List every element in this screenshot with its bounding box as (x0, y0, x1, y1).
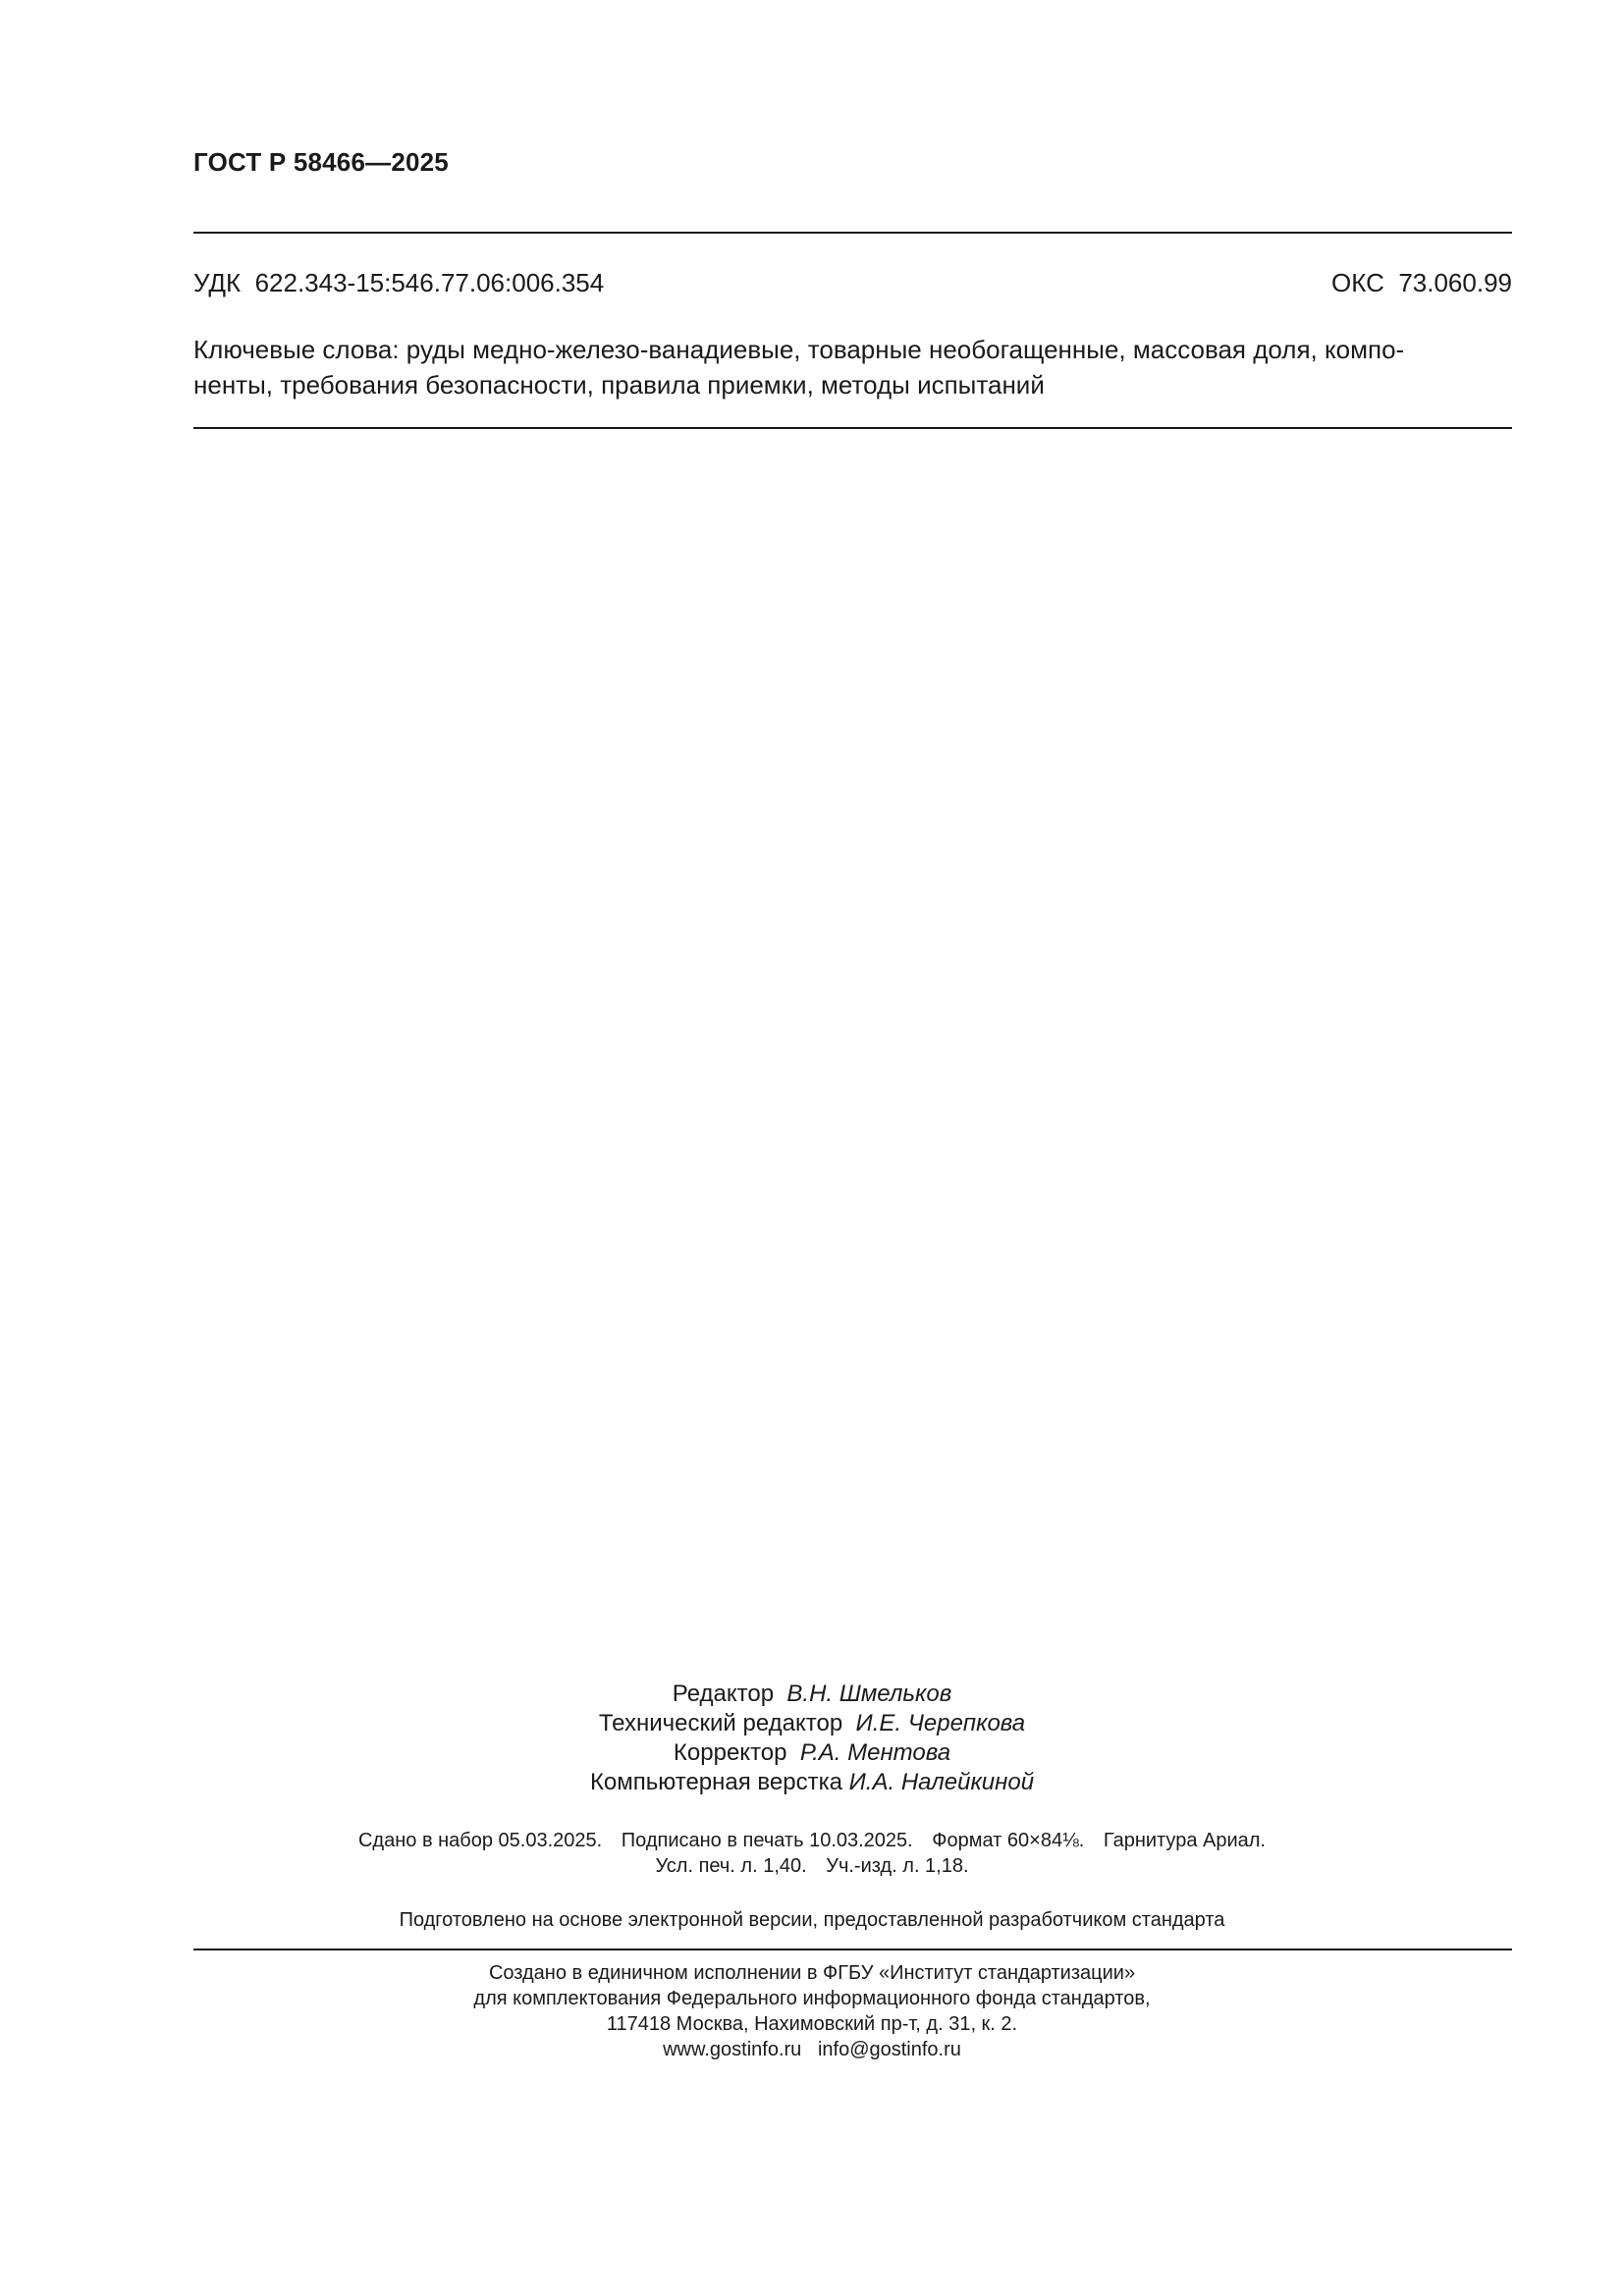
keywords-line-2: ненты, требования безопасности, правила приемки, методы испытаний (193, 370, 1045, 400)
credit-name: Р.А. Ментова (799, 1739, 951, 1766)
publisher-divider (193, 1949, 1512, 1950)
keywords-divider (193, 427, 1512, 429)
credits-block (0, 1680, 1624, 1797)
udk-value: 622.343-15:546.77.06:006.354 (254, 268, 605, 297)
keywords-line-1: Ключевые слова: руды медно-железо-ванадиевые, товарные необогащенные, массовая доля, компо- (193, 335, 1405, 364)
credit-role: Редактор (672, 1681, 775, 1707)
oks-value: 73.060.99 (1398, 268, 1512, 297)
print-info-line-2 (0, 1853, 1624, 1879)
standard-code: ГОСТ Р 58466—2025 (193, 147, 449, 177)
website-link[interactable]: www.gostinfo.ru (663, 2039, 802, 2060)
oks-code (1331, 268, 1512, 298)
credit-name: И.Е. Черепкова (855, 1710, 1026, 1736)
prepared-note: Подготовлено на основе электронной версии, предоставленной разработчиком стандарта (399, 1909, 1225, 1931)
publisher-contacts (0, 2037, 1624, 2062)
credit-proofreader (0, 1738, 1624, 1768)
publisher-address: 117418 Москва, Нахимовский пр-т, д. 31, к. 2. (606, 2013, 1018, 2035)
oks-label: ОКС (1331, 268, 1384, 297)
credit-name: И.А. Налейкиной (848, 1769, 1035, 1795)
credit-name: В.Н. Шмельков (786, 1681, 952, 1707)
paper-format: Формат 60×84⅛. (932, 1830, 1085, 1851)
publisher-line-1: Создано в единичном исполнении в ФГБУ «Институт стандартизации» (488, 1962, 1136, 1984)
credit-technical-editor (0, 1709, 1624, 1738)
submitted-date: Сдано в набор 05.03.2025. (357, 1830, 603, 1851)
email-link[interactable]: info@gostinfo.ru (817, 2039, 961, 2060)
publisher-line-2: для комплектования Федерального информационного фонда стандартов, (473, 1988, 1151, 2009)
top-divider (193, 232, 1512, 234)
udk-label: УДК (193, 268, 242, 297)
signed-date: Подписано в печать 10.03.2025. (621, 1830, 913, 1851)
credit-layout (0, 1768, 1624, 1797)
publisher-info (0, 1960, 1624, 2062)
udk-code (193, 268, 604, 298)
typeface: Гарнитура Ариал. (1103, 1830, 1266, 1851)
printed-sheets: Усл. печ. л. 1,40. (655, 1855, 807, 1877)
credit-role: Технический редактор (598, 1710, 843, 1736)
publisher-sheets: Уч.-изд. л. 1,18. (826, 1855, 969, 1877)
credit-role: Компьютерная верстка (589, 1769, 842, 1795)
credit-editor (0, 1680, 1624, 1709)
credit-role: Корректор (673, 1739, 787, 1766)
keywords-paragraph (193, 332, 1512, 402)
print-info-line-1 (0, 1828, 1624, 1853)
print-info (0, 1828, 1624, 1879)
